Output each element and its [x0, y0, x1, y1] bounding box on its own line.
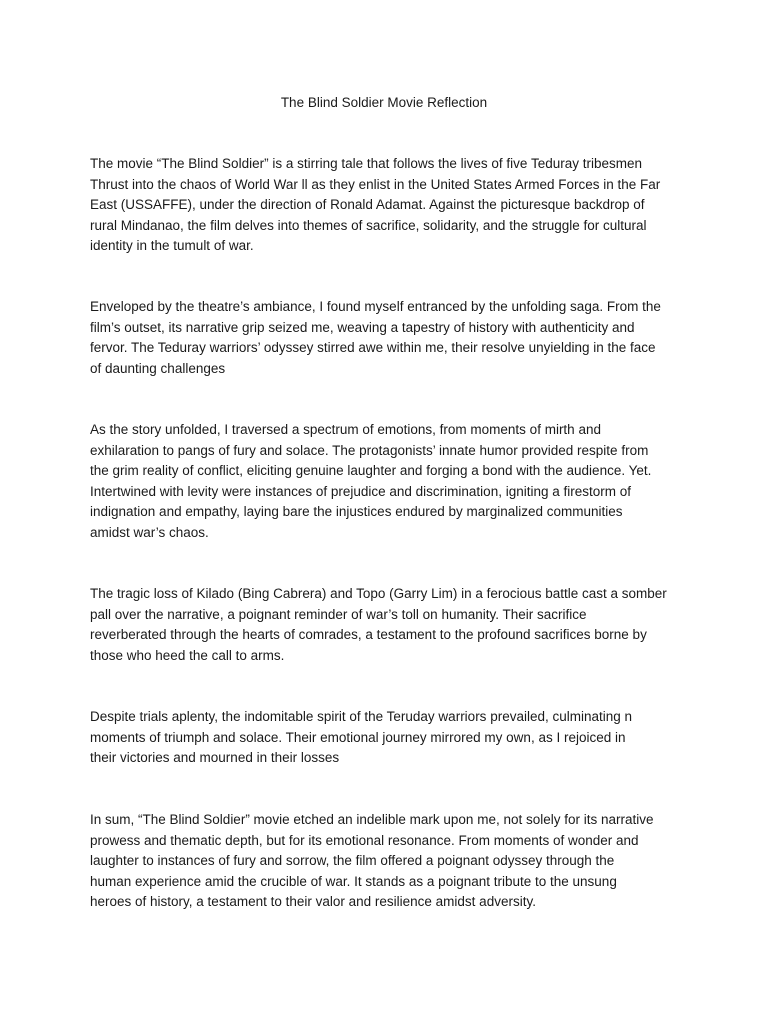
- text-line: moments of triumph and solace. Their emotional journey mirrored my own, as I rejoiced in: [90, 729, 626, 745]
- text-line: prowess and thematic depth, but for its emotional resonance. From moments of wonder and: [90, 832, 639, 848]
- paragraph-theatre-experience: [90, 297, 682, 379]
- text-line: The tragic loss of Kilado (Bing Cabrera) and Topo (Garry Lim) in a ferocious battle cast a somber: [90, 586, 667, 601]
- text-line: Enveloped by the theatre’s ambiance, I found myself entranced by the unfolding saga. From the: [90, 299, 661, 314]
- text-line: Despite trials aplenty, the indomitable spirit of the Teruday warriors prevailed, culminating n: [90, 709, 633, 724]
- text-line: identity in the tumult of war.: [90, 238, 254, 254]
- text-line: Intertwined with levity were instances of prejudice and discrimination, igniting a firestorm of: [90, 483, 632, 499]
- text-line: East (USSAFFE), under the direction of Ronald Adamat. Against the picturesque backdrop of: [90, 197, 645, 213]
- text-line: pall over the narrative, a poignant reminder of war’s toll on humanity. Their sacrifice: [90, 606, 587, 622]
- text-line: amidst war’s chaos.: [90, 524, 209, 540]
- document-title: The Blind Soldier Movie Reflection: [280, 95, 488, 110]
- text-line: human experience amid the crucible of war. It stands as a poignant tribute to the unsung: [90, 873, 617, 889]
- paragraph-introduction: [90, 154, 682, 257]
- text-line: of daunting challenges: [90, 360, 226, 376]
- text-line: film’s outset, its narrative grip seized me, weaving a tapestry of history with authenticity and: [90, 319, 635, 335]
- text-line: The movie “The Blind Soldier” is a stirring tale that follows the lives of five Teduray tribesmen: [90, 156, 642, 171]
- text-line: reverberated through the hearts of comrades, a testament to the profound sacrifices borne by: [90, 627, 647, 643]
- text-line: rural Mindanao, the film delves into themes of sacrifice, solidarity, and the struggle for cultural: [90, 217, 647, 233]
- paragraph-conclusion: [90, 810, 682, 913]
- text-line: exhilaration to pangs of fury and solace. The protagonists’ innate humor provided respite from: [90, 442, 649, 458]
- text-line: the grim reality of conflict, eliciting genuine laughter and forging a bond with the audience. Yet.: [90, 463, 652, 479]
- text-line: heroes of history, a testament to their valor and resilience amidst adversity.: [90, 894, 536, 910]
- paragraph-triumph: [90, 707, 682, 769]
- paragraph-emotions: [90, 420, 682, 544]
- text-line: laughter to instances of fury and sorrow, the film offered a poignant odyssey through the: [90, 853, 615, 869]
- text-line: fervor. The Teduray warriors’ odyssey stirred awe within me, their resolve unyielding in the face: [90, 340, 656, 356]
- text-line: indignation and empathy, laying bare the injustices endured by marginalized communities: [90, 504, 623, 520]
- text-line: those who heed the call to arms.: [90, 647, 285, 663]
- paragraph-tragic-loss: [90, 584, 682, 666]
- text-line: Thrust into the chaos of World War ll as they enlist in the United States Armed Forces in the Far: [90, 176, 661, 192]
- text-line: As the story unfolded, I traversed a spectrum of emotions, from moments of mirth and: [90, 422, 601, 437]
- text-line: In sum, “The Blind Soldier” movie etched an indelible mark upon me, not solely for its narrative: [90, 812, 654, 827]
- text-line: their victories and mourned in their losses: [90, 750, 340, 766]
